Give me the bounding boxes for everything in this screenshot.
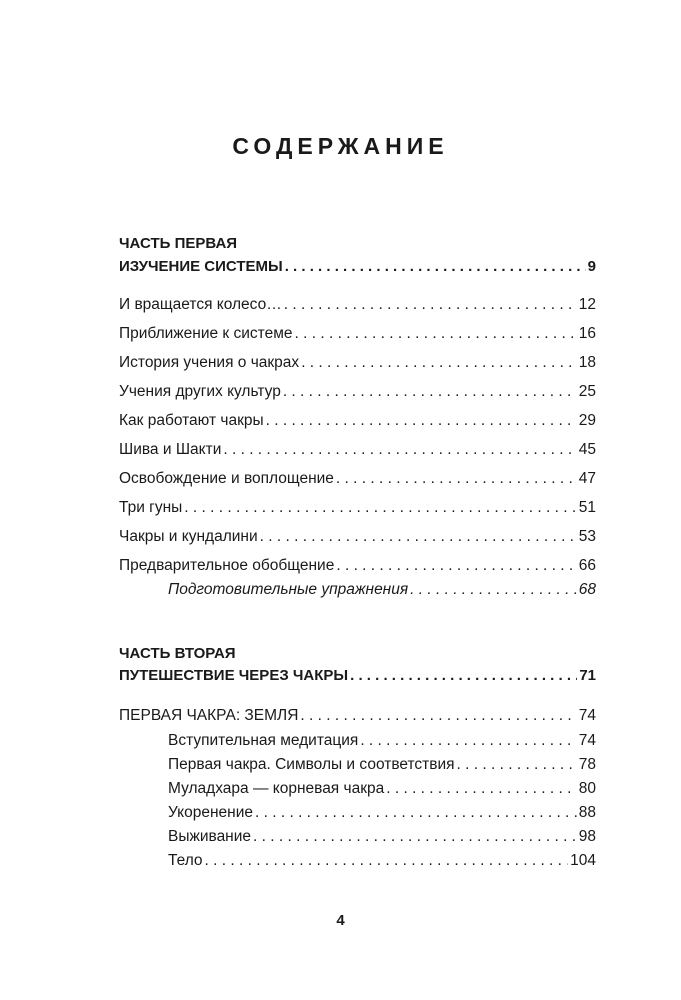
toc-entry-title: История учения о чакрах [119,354,300,371]
toc-subrow[interactable] [168,729,596,753]
toc-subrow[interactable] [168,753,596,777]
dot-leader [253,825,577,849]
toc-entry-page: 80 [578,780,596,797]
toc-entry-title: Тело [168,852,203,869]
dot-leader [266,409,577,433]
toc-entry-page: 88 [578,804,596,821]
toc-entry-page: 74 [578,732,596,749]
toc-row-chapter[interactable] [119,704,596,728]
dot-leader [205,849,569,873]
toc-entry-page: 71 [579,667,596,684]
toc-row[interactable] [119,380,596,404]
toc-entry-page: 29 [578,412,596,429]
toc-subrow[interactable] [168,801,596,825]
part-1-label: ЧАСТЬ ПЕРВАЯ [119,235,238,252]
toc-entry-title: И вращается колесо… [119,296,282,313]
toc-subrow[interactable] [168,825,596,849]
toc-entry-page: 45 [578,441,596,458]
toc-entry-page: 53 [578,528,596,545]
toc-entry-page: 9 [587,258,596,275]
toc-entry-title: Муладхара — корневая чакра [168,780,385,797]
dot-leader [284,293,577,317]
dot-leader [184,496,576,520]
dot-leader [360,729,576,753]
toc-row[interactable] [119,438,596,462]
toc-entry-page: 18 [578,354,596,371]
dot-leader [410,578,577,602]
toc-entry-page: 47 [578,470,596,487]
toc-entry-title: Три гуны [119,499,183,516]
toc-entry-page: 12 [578,296,596,313]
dot-leader [223,438,576,462]
toc-entry-title: Шива и Шакти [119,441,222,458]
dot-leader [457,753,577,777]
toc-entry-page: 25 [578,383,596,400]
toc-entry-page: 51 [578,499,596,516]
toc-entry-title: ПУТЕШЕСТВИЕ ЧЕРЕЗ ЧАКРЫ [119,667,349,684]
toc-entry-page: 98 [578,828,596,845]
toc-row[interactable] [119,322,596,346]
toc-row-part-1-heading[interactable] [119,255,596,279]
toc-entry-title: Выживание [168,828,252,845]
dot-leader [285,255,586,279]
toc-row[interactable] [119,293,596,317]
toc-row-part-2-heading[interactable] [119,664,596,688]
toc-entry-title: Укоренение [168,804,253,821]
toc-entry-page: 74 [578,707,596,724]
toc-entry-title: Освобождение и воплощение [119,470,334,487]
toc-row[interactable] [119,467,596,491]
toc-entry-title: Учения других культур [119,383,281,400]
toc-row[interactable] [119,554,596,578]
toc-entry-title: Предварительное обобщение [119,557,335,574]
dot-leader [336,467,577,491]
page-number: 4 [336,912,345,929]
toc-entry-page: 78 [578,756,596,773]
toc-entry-title: Подготовительные упражнения [168,581,409,598]
toc-entry-title: Чакры и кундалини [119,528,258,545]
dot-leader [295,322,577,346]
toc-entry-title: Вступительная медитация [168,732,359,749]
toc-entry-title: Как работают чакры [119,412,264,429]
toc-subrow[interactable] [168,578,596,602]
dot-leader [301,351,577,375]
toc-entry-title: ПЕРВАЯ ЧАКРА: ЗЕМЛЯ [119,707,299,724]
toc-row[interactable] [119,496,596,520]
dot-leader [283,380,577,404]
dot-leader [336,554,576,578]
toc-row[interactable] [119,525,596,549]
dot-leader [300,704,576,728]
toc-entry-page: 66 [578,557,596,574]
toc-entry-page: 104 [570,852,596,869]
toc-row[interactable] [119,351,596,375]
part-2-label: ЧАСТЬ ВТОРАЯ [119,645,236,662]
dot-leader [255,801,577,825]
toc-entry-title: ИЗУЧЕНИЕ СИСТЕМЫ [119,258,283,275]
toc-row[interactable] [119,409,596,433]
toc-subrow[interactable] [168,849,596,873]
toc-entry-title: Первая чакра. Символы и соответствия [168,756,455,773]
dot-leader [350,664,577,688]
toc-entry-page: 68 [578,581,596,598]
toc-entry-page: 16 [578,325,596,342]
toc-entry-title: Приближение к системе [119,325,293,342]
toc-subrow[interactable] [168,777,596,801]
page-title: СОДЕРЖАНИЕ [232,133,449,159]
dot-leader [260,525,577,549]
dot-leader [386,777,577,801]
